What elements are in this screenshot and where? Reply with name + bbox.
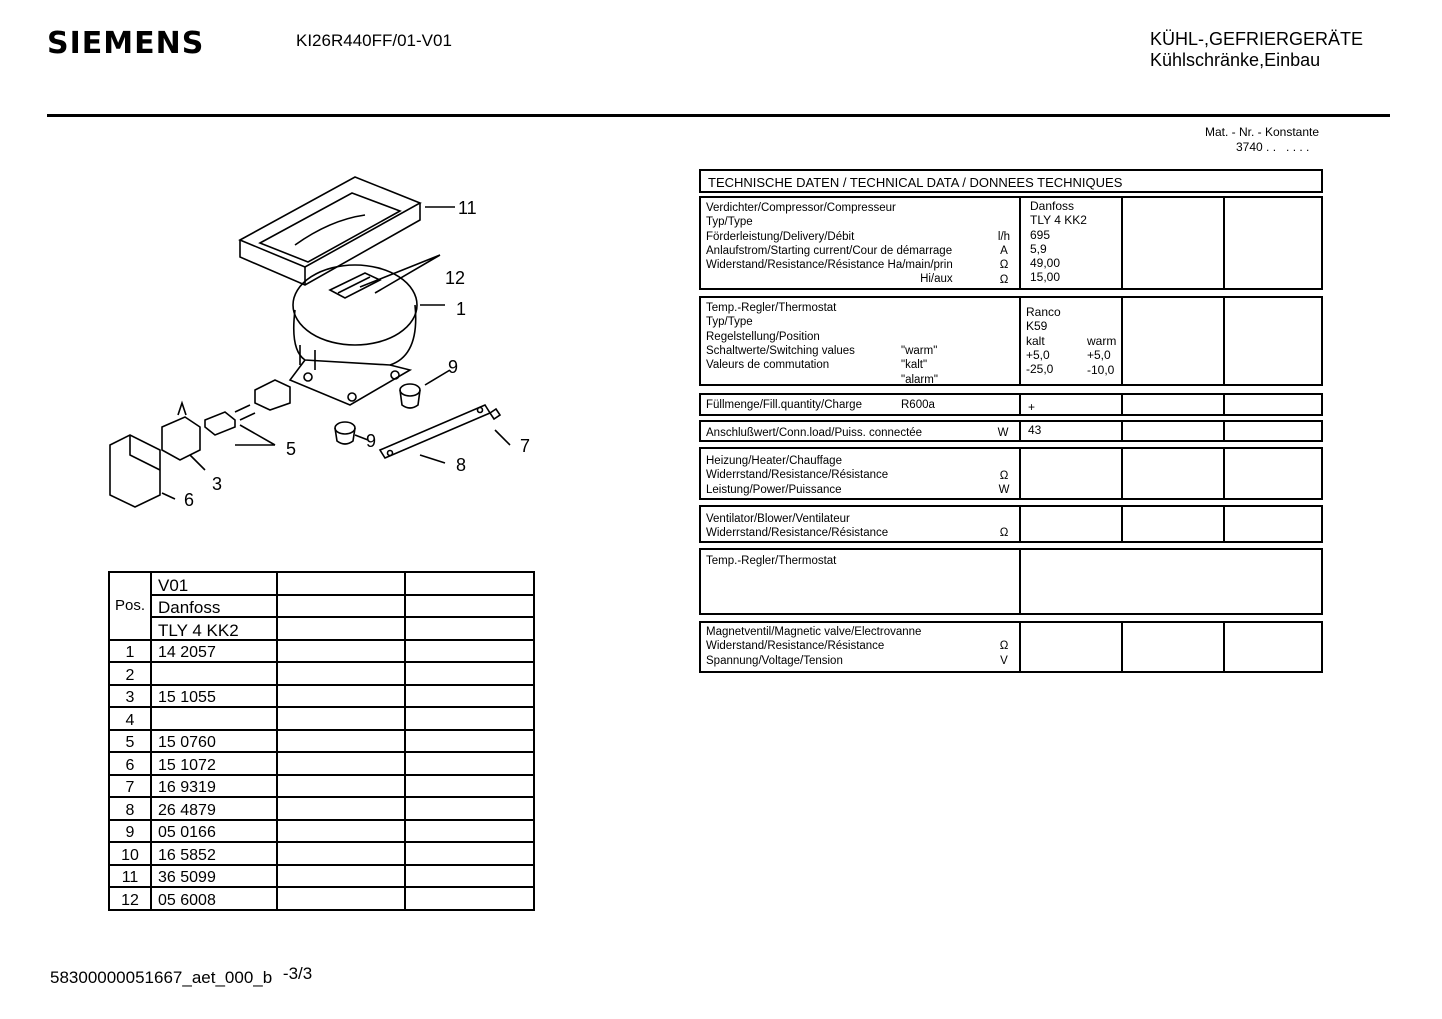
thermostat-box [699, 296, 1323, 386]
parts-table [108, 571, 535, 911]
callout-5: 5 [286, 439, 297, 459]
mat-label: Mat. - Nr. - Konstante [1205, 125, 1320, 139]
header-rule [47, 114, 1390, 117]
blower-unit-resistance: Ω [999, 527, 1009, 539]
callout-9a: 9 [448, 357, 459, 377]
callout-3: 3 [212, 474, 223, 494]
unit-current: A [1000, 245, 1008, 257]
table-row: 5 15 0760 [109, 730, 534, 753]
unit-resistance-aux: Ω [999, 274, 1009, 286]
heater-labels: Heizung/Heater/Chauffage Widerrstand/Resistance/Résistance Leistung/Power/Puissance [706, 455, 889, 496]
callout-7: 7 [520, 436, 531, 456]
table-row: 7 16 9319 [109, 775, 534, 798]
thermostat-values-b: warm +5,0 -10,0 [1087, 334, 1117, 377]
charge-label: Füllmenge/Fill.quantity/Charge [706, 399, 862, 411]
table-row: 1 14 2057 [109, 640, 534, 663]
thermostat-values-a: Ranco K59 kalt +5,0 -25,0 [1026, 305, 1061, 377]
connection-label: Anschlußwert/Conn.load/Puiss. connectée [706, 427, 923, 439]
doc-id: 58300000051667_aet_000_b [50, 968, 273, 987]
callout-6: 6 [184, 490, 195, 510]
compressor-labels: Verdichter/Compressor/Compresseur Typ/Type Förderleistung/Delivery/Débit Anlaufstrom/Starting current/Cour de démarrage Widerstand/Resistance/Résistance Ha/main/prin Hi/aux [706, 202, 953, 286]
technical-data-title: TECHNISCHE DATEN / TECHNICAL DATA / DONNEES TECHNIQUES [708, 175, 1123, 190]
callout-9b: 9 [366, 431, 377, 451]
table-row: 9 05 0166 [109, 820, 534, 843]
footer [50, 964, 313, 988]
variant-cell: V01 [151, 572, 277, 595]
compressor-values: Danfoss TLY 4 KK2 695 5,9 49,00 15,00 [1030, 199, 1087, 285]
table-row: 12 05 6008 [109, 887, 534, 910]
charge-value: + [1028, 400, 1036, 414]
charge-refrigerant: R600a [901, 399, 935, 411]
blower-box [699, 505, 1323, 543]
valve-unit-voltage: V [1000, 655, 1008, 667]
connection-value: 43 [1028, 423, 1042, 437]
callout-1: 1 [456, 299, 467, 319]
callout-8: 8 [456, 455, 467, 475]
callout-12: 12 [445, 268, 466, 288]
valve-box [699, 621, 1323, 673]
heater-unit-resistance: Ω [999, 470, 1009, 482]
thermostat-labels: Temp.-Regler/Thermostat Typ/Type Regelstellung/Position Schaltwerte/Switching values Valeurs de commutation [706, 302, 855, 372]
table-row: 10 16 5852 [109, 842, 534, 865]
connection-unit: W [997, 427, 1009, 439]
thermostat-sub-labels: "warm" "kalt" "alarm" [901, 345, 938, 386]
exploded-parts-diagram [90, 165, 550, 525]
pos-header: Pos. [109, 572, 151, 640]
brand-logo: SIEMENS [47, 26, 205, 61]
unit-resistance-main: Ω [999, 259, 1009, 271]
type-cell: TLY 4 KK2 [151, 617, 277, 640]
thermostat2-label: Temp.-Regler/Thermostat [706, 555, 837, 567]
compressor-box [699, 196, 1323, 290]
connection-box [699, 420, 1323, 442]
manufacturer-cell: Danfoss [151, 595, 277, 618]
table-row: 4 [109, 707, 534, 730]
valve-unit-resistance: Ω [999, 640, 1009, 652]
blower-labels: Ventilator/Blower/Ventilateur Widerrstand/Resistance/Résistance [706, 513, 889, 540]
thermostat2-box [699, 548, 1323, 615]
page-number: -3/3 [282, 964, 313, 983]
table-row: 6 15 1072 [109, 752, 534, 775]
table-row: 3 15 1055 [109, 685, 534, 708]
model-number: KI26R440FF/01-V01 [296, 31, 452, 50]
table-row: 11 36 5099 [109, 865, 534, 888]
callout-11: 11 [458, 198, 477, 218]
category-line1: KÜHL-,GEFRIERGERÄTE [1150, 29, 1364, 49]
table-row: 8 26 4879 [109, 797, 534, 820]
valve-labels: Magnetventil/Magnetic valve/Electrovanne Widerstand/Resistance/Résistance Spannung/Voltage/Tension [706, 626, 922, 667]
unit-delivery: l/h [997, 231, 1011, 243]
table-row: 2 [109, 662, 534, 685]
charge-box [699, 393, 1323, 416]
category-line2: Kühlschränke,Einbau [1150, 50, 1321, 70]
heater-box [699, 447, 1323, 500]
heater-unit-power: W [998, 484, 1010, 496]
technical-data-title-box [699, 169, 1323, 193]
mat-value: 3740 . . . . . . [1236, 140, 1310, 154]
